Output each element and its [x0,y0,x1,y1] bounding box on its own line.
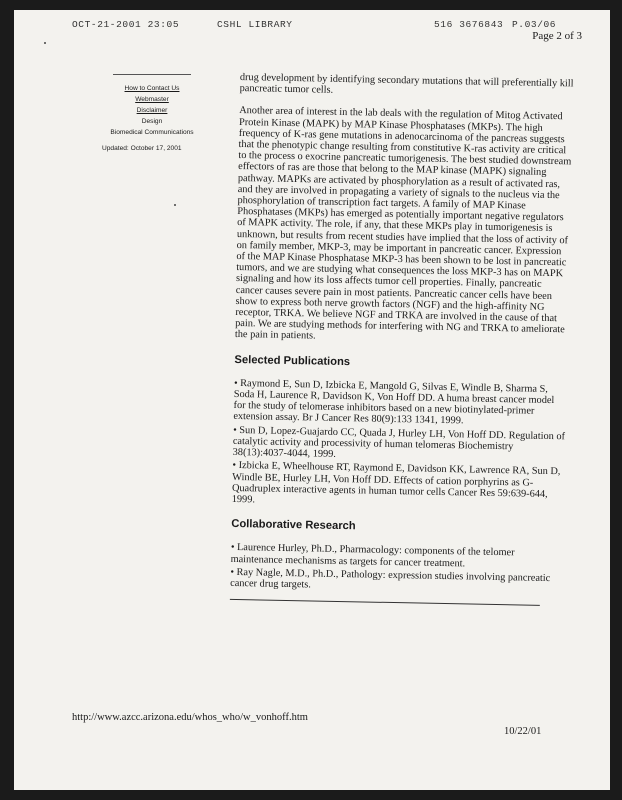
updated-date: Updated: October 17, 2001 [102,145,182,152]
scan-speck [174,204,176,206]
publication-item: • Sun D, Lopez-Guajardo CC, Quada J, Hurley LH, Von Hoff DD. Regulation of catalytic activity and processivity of human telomeras Biochemistry 38(13):4037-4044, 1999. [232,424,566,461]
faxed-page [14,10,610,790]
main-content [230,72,575,606]
intro-paragraph: drug development by identifying secondary mutations that will preferentially kill pancreatic tumor cells. [239,72,574,96]
sidebar-design: Design [141,118,163,125]
publication-item: • Raymond E, Sun D, Izbicka E, Mangold G, Silvas E, Windle B, Sharma S, Soda H, Laurence R, Davidson K, Von Hoff DD. A huma breast cancer model for the study of telomerase inhibitors based on a new biotinylated-primer extension assay. Br J Cancer Res 80(9):133 1341, 1999. [233,377,555,427]
footer-url: http://www.azcc.arizona.edu/whos_who/w_vonhoff.htm [72,712,308,723]
sidebar [96,74,208,154]
collab-item: • Ray Nagle, M.D., Ph.D., Pathology: expression studies involving pancreatic cancer drug targets. [230,566,551,591]
collab-item: • Laurence Hurley, Ph.D., Pharmacology: components of the telomer maintenance mechanisms as targets for cancer treatment. [230,542,515,569]
collab-heading: Collaborative Research [231,518,356,533]
fax-page-code: P.03/06 [512,19,557,30]
fax-sender: CSHL LIBRARY [217,19,293,30]
link-disclaimer[interactable]: Disclaimer [136,107,168,114]
footer-date: 10/22/01 [504,726,542,737]
link-webmaster[interactable]: Webmaster [135,96,169,103]
sidebar-divider [113,74,191,75]
sidebar-biomedical: Biomedical Communications [110,129,194,136]
link-contact-us[interactable]: How to Contact Us [124,85,180,92]
fax-phone: 516 3676843 [434,19,504,30]
fax-datetime: OCT-21-2001 23:05 [72,19,180,30]
bottom-divider [230,599,540,606]
scan-speck [44,42,46,44]
research-paragraph: Another area of interest in the lab deals with the regulation of Mitog Activated Protein Kinase (MAPK) by MAP Kinase Phosphatases (MKPs). The high frequency of K-ras gene mutations in adenocarcinoma of the pancreas suggests that the phenotypic change resulting from constitutive K-ras activity are critical to the process o exocrine pancreatic tumorigenesis. The best studied downstream effectors of ras are those that belong to the MAP kinase (MAPK) signaling pathway. MAPKs are activated by phosphorylation as a result of activated ras, and they are involved in propagating a variety of signals to the nucleus via the phosphorylation of transcription fact targets. A family of MAP Kinase Phosphatases (MKPs) has emerged as potentially important negative regulators of MAPK activity. The role, if any, that these MKPs play in tumorigenesis is unknown, but results from recent studies have implied that the loss of activity of on family member, MKP-3, may be important in pancreatic cancer. Expression of the MAP Kinase Phosphatase MKP-3 has been shown to be lost in pancreatic tumors, and we are studying what consequences the loss MKP-3 has on MAPK signaling and how its loss affects tumor cell properties. Finally, pancreatic cancer causes severe pain in most patients. Pancreatic cancer cells have been show to express both nerve growth factors (NGF) and the high-affinity NG receptor, TRKA. We believe NGF and TRKA are involved in the cause of that pain. We are studying methods for interfering with NG and TRKA to ameliorate the pain in patients. [234,105,572,342]
publications-heading: Selected Publications [234,353,351,368]
page-number: Page 2 of 3 [532,30,582,42]
publication-item: • Izbicka E, Wheelhouse RT, Raymond E, Davidson KK, Lawrence RA, Sun D, Windle BE, Hurley LH, Von Hoff DD. Effects of cation porphyrins as G-Quadruplex interactive agents in human tumor cells Cancer Res 59:639-644, 1999. [231,460,561,506]
